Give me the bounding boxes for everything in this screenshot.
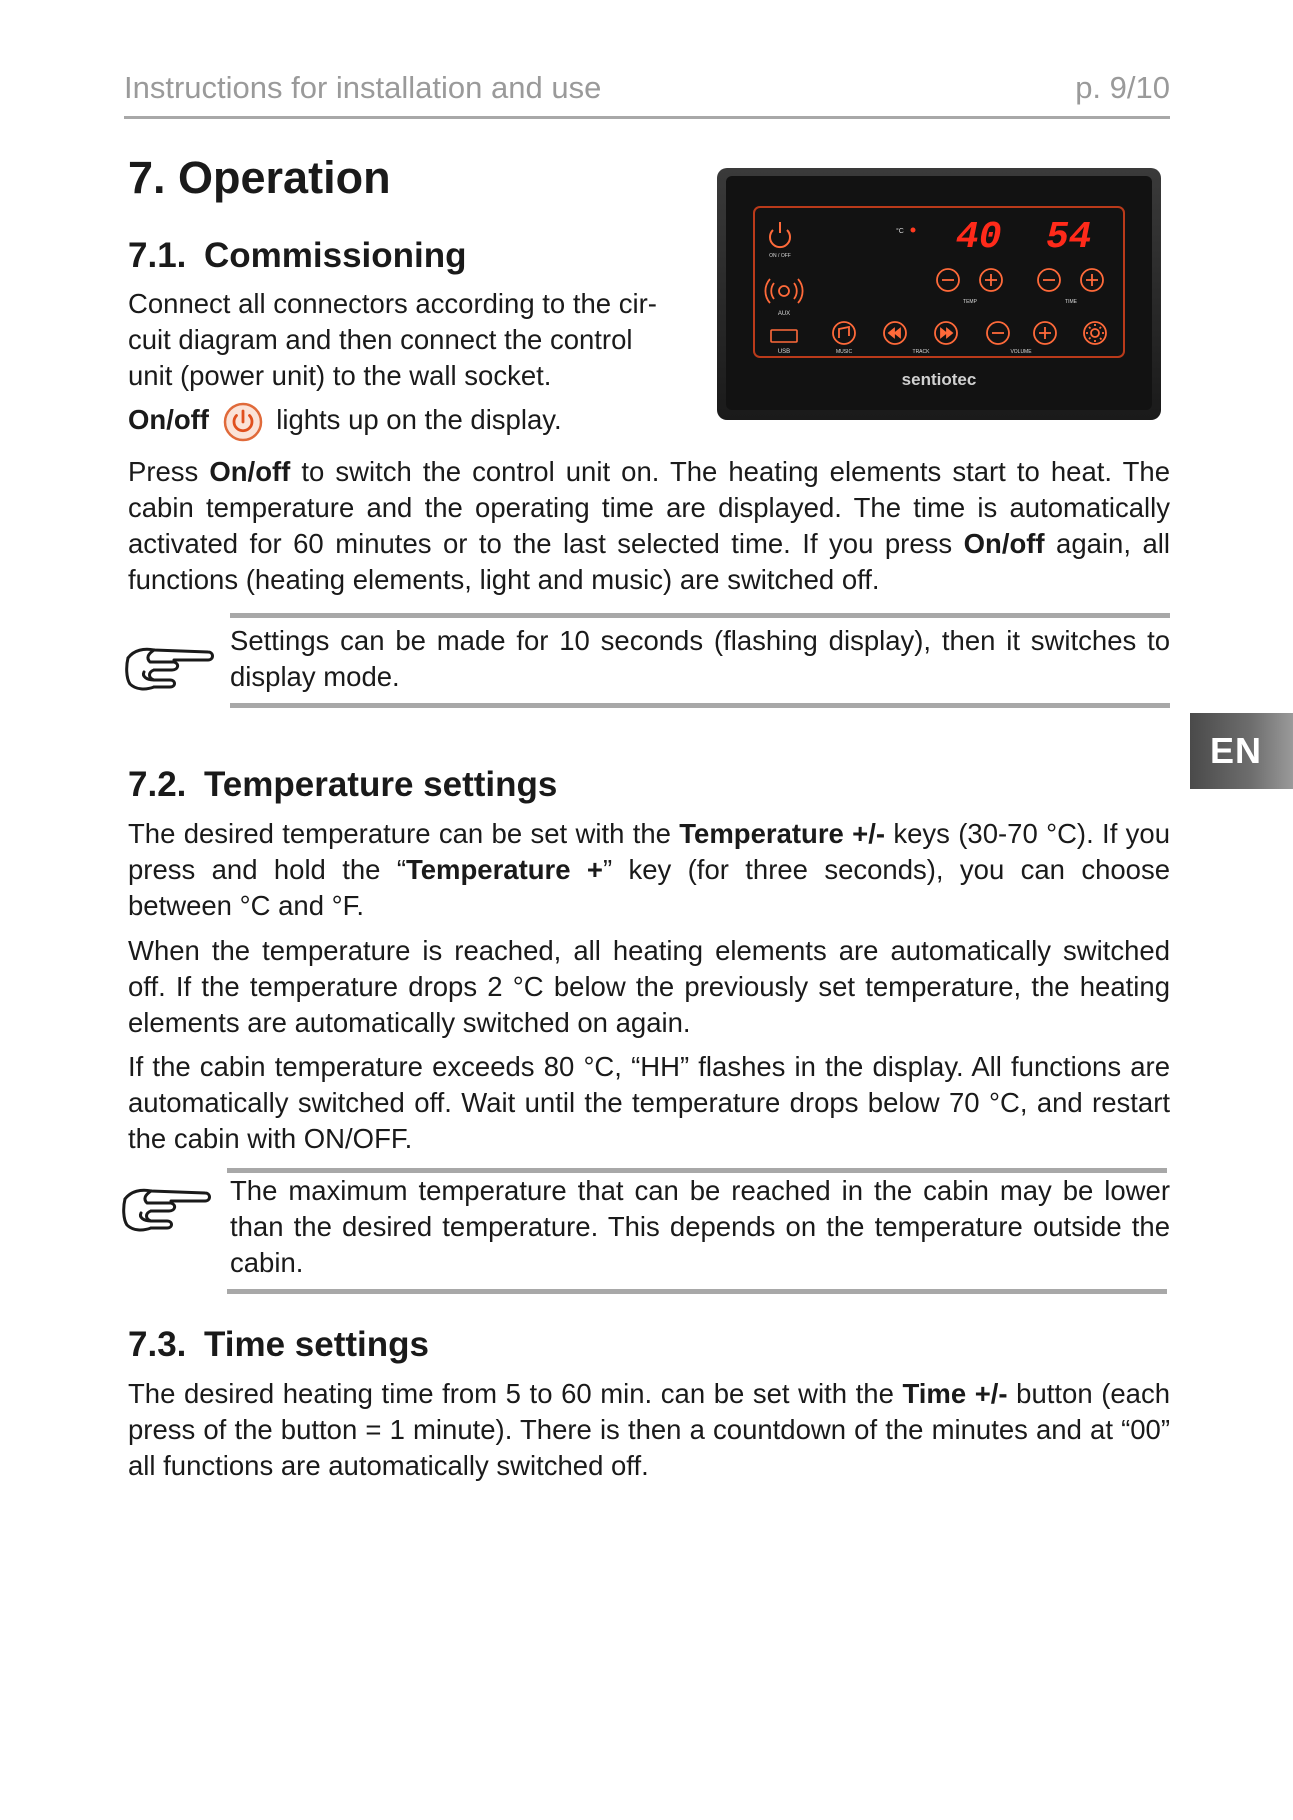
panel-label-aux: AUX bbox=[777, 311, 791, 317]
subsection-number: 7.1. bbox=[128, 236, 187, 275]
panel-unit-led bbox=[911, 228, 916, 233]
panel-temp-display: 40 bbox=[956, 216, 1002, 259]
panel-unit-indicator: °C bbox=[896, 228, 904, 235]
running-header-title: Instructions for installation and use bbox=[124, 70, 602, 105]
subsection-title: Time settings bbox=[204, 1325, 429, 1364]
subsection-title: Temperature settings bbox=[204, 765, 558, 804]
text-bold: Temperature +/- bbox=[679, 818, 886, 849]
temperature-paragraph-3: If the cabin temperature exceeds 80 °C, “HH” flashes in the display. All functions are automatically switched off. Wait until the temperature drops below 70 °C, and restart the cabin with ON/OFF. bbox=[128, 1051, 1170, 1154]
text-line: Connect all connectors according to the cir- bbox=[128, 288, 657, 319]
panel-label-temp: TEMP bbox=[963, 299, 977, 305]
text-run: The desired temperature can be set with the bbox=[128, 818, 680, 849]
pointing-hand-icon bbox=[124, 638, 216, 698]
onoff-description: lights up on the display. bbox=[276, 404, 562, 435]
temperature-paragraph-2: When the temperature is reached, all heating elements are automatically switched off. If the temperature drops 2 °C below the previously set temperature, the heating elements are automatically switched on again. bbox=[128, 935, 1170, 1038]
power-icon bbox=[223, 402, 263, 442]
panel-time-display: 54 bbox=[1046, 216, 1092, 259]
onoff-label: On/off bbox=[128, 404, 209, 435]
note-rule-bottom bbox=[230, 703, 1170, 708]
subsection-heading-time bbox=[128, 1325, 429, 1365]
subsection-title: Commissioning bbox=[204, 236, 467, 275]
panel-label-track: TRACK bbox=[912, 349, 930, 355]
subsection-number: 7.3. bbox=[128, 1325, 187, 1364]
text-line: cuit diagram and then connect the control bbox=[128, 324, 633, 355]
panel-label-onoff: ON / OFF bbox=[769, 253, 791, 259]
text-run: button (each press of the button = 1 minute). There is then a countdown of the minutes and at “00” all functions are automatically switched off. bbox=[128, 1378, 1171, 1481]
text-bold: Time +/- bbox=[902, 1378, 1008, 1409]
note-max-temperature-text: The maximum temperature that can be reached in the cabin may be lower than the desired temperature. This depends on the temperature outside the cabin. bbox=[230, 1175, 1170, 1278]
language-tab: EN bbox=[1190, 713, 1293, 789]
note-settings-text: Settings can be made for 10 seconds (flashing display), then it switches to display mode. bbox=[230, 625, 1170, 692]
time-paragraph bbox=[128, 1376, 1170, 1484]
text-bold: On/off bbox=[209, 456, 291, 487]
commissioning-paragraph-2 bbox=[128, 454, 1170, 598]
text-run: The desired heating time from 5 to 60 min. can be set with the bbox=[128, 1378, 903, 1409]
subsection-heading-commissioning bbox=[128, 236, 467, 276]
text-line: unit (power unit) to the wall socket. bbox=[128, 360, 552, 391]
text-bold: Temperature + bbox=[405, 854, 603, 885]
commissioning-paragraph bbox=[128, 286, 708, 394]
text-run: again, all functions (heating elements, light and music) are switched off. bbox=[128, 528, 1170, 595]
section-heading-operation: 7. Operation bbox=[128, 152, 391, 203]
subsection-number: 7.2. bbox=[128, 765, 187, 804]
panel-label-volume: VOLUME bbox=[1010, 349, 1032, 355]
onoff-line bbox=[128, 398, 708, 442]
text-run: ” key (for three seconds), you can choose between °C and °F. bbox=[128, 854, 1170, 921]
temperature-paragraph-1 bbox=[128, 816, 1170, 924]
pointing-hand-icon bbox=[121, 1179, 213, 1239]
subsection-heading-temperature bbox=[128, 765, 557, 805]
text-run: Press bbox=[128, 456, 210, 487]
note-rule-top bbox=[230, 613, 1170, 618]
note-rule-bottom bbox=[227, 1289, 1167, 1294]
text-run: keys (30-70 °C). If you press and hold the “ bbox=[128, 818, 1171, 885]
page-number: p. 9/10 bbox=[1075, 70, 1170, 105]
text-bold: On/off bbox=[963, 528, 1045, 559]
control-panel-image bbox=[716, 167, 1162, 421]
header-rule bbox=[124, 116, 1170, 119]
panel-label-music: MUSIC bbox=[835, 349, 853, 355]
panel-label-usb: USB bbox=[777, 349, 791, 355]
text-run: to switch the control unit on. The heating elements start to heat. The cabin temperature and the operating time are displayed. The time is automatically activated for 60 minutes or to the last selected time. If you press bbox=[128, 456, 1170, 559]
panel-brand-logo: sentiotec bbox=[901, 370, 977, 389]
panel-label-time: TIME bbox=[1065, 299, 1077, 305]
